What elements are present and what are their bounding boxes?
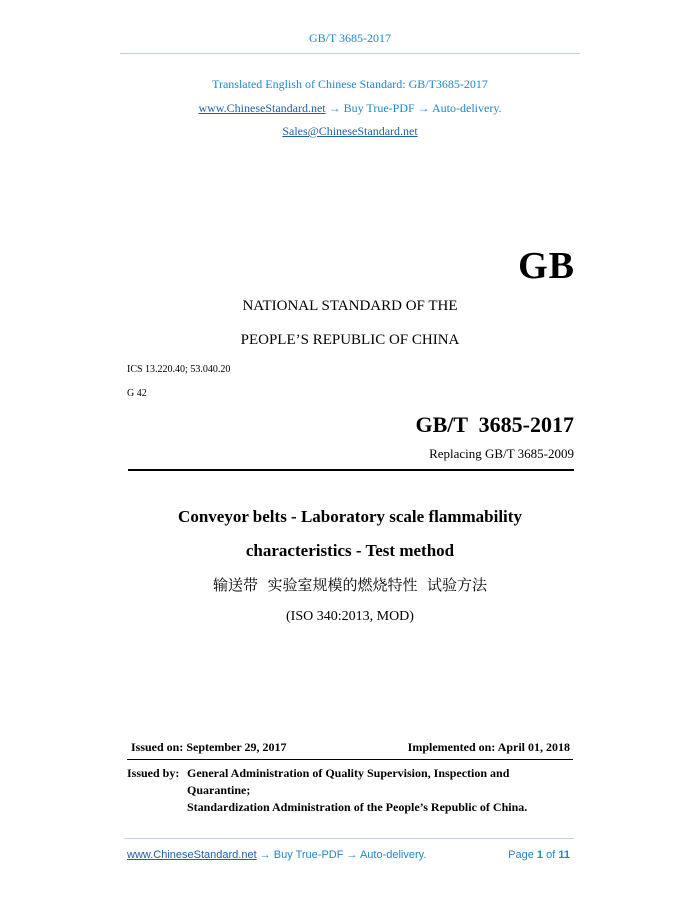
title-chinese: 输送带 实验室规模的燃烧特性 试验方法 bbox=[212, 576, 488, 594]
header-email-line bbox=[0, 124, 700, 139]
issued-by-line-1: General Administration of Quality Supervision, Inspection and bbox=[187, 766, 510, 780]
issued-by-line-3: Standardization Administration of the People’s Republic of China. bbox=[187, 800, 528, 814]
header-link-line bbox=[0, 101, 700, 116]
ccs-code: G 42 bbox=[127, 388, 147, 399]
dates-rule bbox=[127, 759, 573, 760]
issued-by-label: Issued by: bbox=[127, 766, 180, 780]
footer-rule bbox=[124, 838, 574, 839]
header-doc-code: GB/T 3685-2017 bbox=[308, 31, 392, 45]
header-rule bbox=[120, 53, 580, 54]
header-buy-text: → Buy True-PDF → Auto-delivery. bbox=[325, 101, 502, 115]
header-email-link[interactable]: Sales@ChineseStandard.net bbox=[282, 124, 418, 138]
page-indicator bbox=[508, 849, 570, 861]
issued-on: Issued on: September 29, 2017 bbox=[131, 740, 287, 754]
title-line-1: Conveyor belts - Laboratory scale flammability bbox=[178, 507, 522, 526]
title-rule bbox=[128, 469, 574, 471]
footer-link-line bbox=[127, 849, 426, 861]
issued-by-line-2: Quarantine; bbox=[187, 783, 251, 797]
of-label: of bbox=[546, 849, 556, 861]
national-line-1: NATIONAL STANDARD OF THE bbox=[242, 298, 458, 314]
total-pages: 11 bbox=[558, 849, 570, 861]
header-site-link[interactable]: www.ChineseStandard.net bbox=[198, 101, 326, 115]
footer-buy-text: → Buy True-PDF → Auto-delivery. bbox=[256, 849, 427, 861]
ics-code: ICS 13.220.40; 53.040.20 bbox=[127, 364, 231, 375]
replacing-note: Replacing GB/T 3685-2009 bbox=[429, 446, 574, 461]
title-line-2: characteristics - Test method bbox=[245, 541, 455, 560]
gb-logo: GB bbox=[518, 245, 575, 287]
implemented-on: Implemented on: April 01, 2018 bbox=[407, 740, 570, 754]
translated-note: Translated English of Chinese Standard: GB/T3685-2017 bbox=[212, 77, 488, 91]
page-number: 1 bbox=[536, 849, 544, 861]
page-label: Page bbox=[508, 849, 534, 861]
national-line-2: PEOPLE’S REPUBLIC OF CHINA bbox=[240, 332, 460, 348]
iso-reference: (ISO 340:2013, MOD) bbox=[286, 609, 414, 624]
footer-site-link[interactable]: www.ChineseStandard.net bbox=[127, 849, 257, 861]
standard-number: GB/T 3685-2017 bbox=[415, 412, 574, 437]
